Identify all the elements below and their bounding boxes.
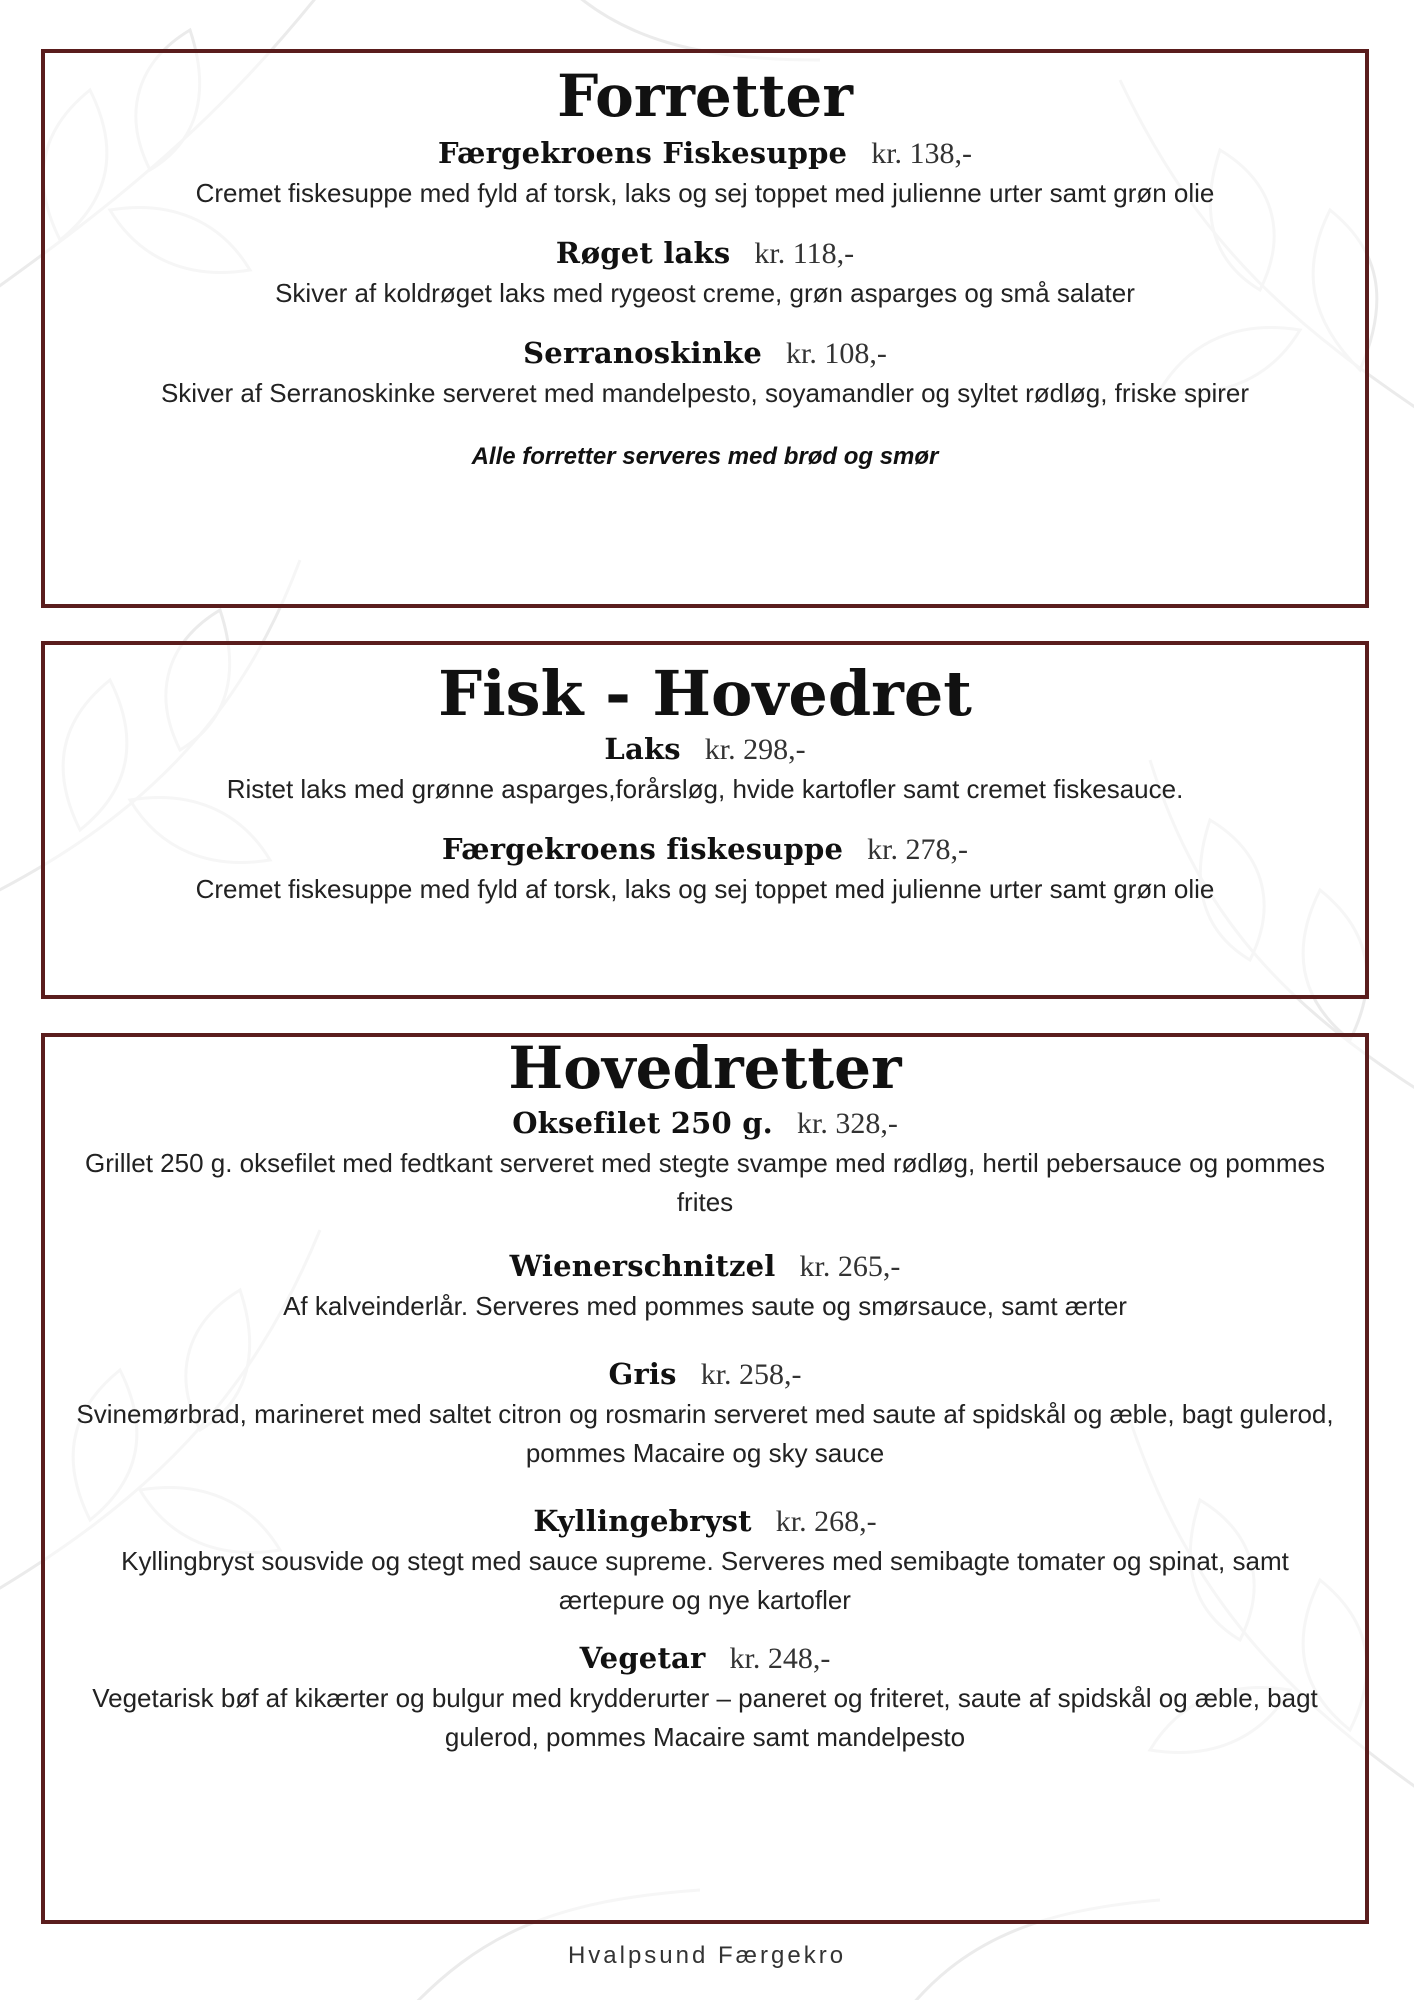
menu-item (45, 1641, 1365, 1757)
section-title: Forretter (557, 62, 853, 130)
item-description: Vegetarisk bøf af kikærter og bulgur med krydderurter – paneret og friteret, saute af spidskål og æble, bagt gulerod, pommes Macaire samt mandelpesto (92, 1683, 1318, 1752)
item-name: Færgekroens Fiskesuppe (437, 136, 848, 170)
menu-item (45, 1106, 1365, 1222)
menu-item (45, 732, 1365, 809)
fisk-hovedret-section (41, 641, 1369, 999)
item-name: Røget laks (555, 236, 731, 270)
item-price: kr. 118,- (754, 237, 855, 270)
bread-butter-note: Alle forretter serveres med brød og smør (471, 443, 939, 470)
section-title: Fisk - Hovedret (438, 657, 972, 730)
item-price: kr. 138,- (871, 137, 973, 170)
item-description: Cremet fiskesuppe med fyld af torsk, laks og sej toppet med julienne urter samt grøn olie (195, 874, 1215, 904)
item-price: kr. 108,- (786, 337, 887, 370)
item-price: kr. 328,- (796, 1107, 898, 1140)
menu-item (45, 1357, 1365, 1473)
item-name: Wienerschnitzel (509, 1249, 776, 1283)
item-price: kr. 268,- (775, 1505, 877, 1538)
item-name: Vegetar (579, 1641, 706, 1675)
item-description: Ristet laks med grønne asparges,forårsløg, hvide kartofler samt cremet fiskesauce. (226, 774, 1184, 804)
item-description: Skiver af Serranoskinke serveret med mandelpesto, soyamandler og syltet rødløg, friske spirer (160, 378, 1250, 408)
item-price: kr. 298,- (704, 733, 806, 766)
hovedretter-section (41, 1033, 1369, 1924)
section-title: Hovedretter (508, 1034, 902, 1102)
item-price: kr. 265,- (799, 1250, 901, 1283)
item-name: Gris (608, 1357, 677, 1391)
item-description: Svinemørbrad, marineret med saltet citron og rosmarin serveret med saute af spidskål og æble, bagt gulerod, pommes Macaire og sky sauce (76, 1399, 1334, 1468)
item-description: Kyllingbryst sousvide og stegt med sauce supreme. Serveres med semibagte tomater og spinat, samt ærtepure og nye kartofler (121, 1546, 1289, 1615)
item-name: Serranoskinke (523, 336, 762, 370)
item-price: kr. 278,- (867, 833, 968, 866)
footer-restaurant-name: Hvalpsund Færgekro (567, 1942, 847, 1969)
menu-item (45, 1504, 1365, 1620)
item-name: Færgekroens fiskesuppe (442, 832, 844, 866)
item-description: Skiver af koldrøget laks med rygeost creme, grøn asparges og små salater (275, 278, 1135, 308)
menu-item (45, 336, 1365, 413)
menu-item (45, 236, 1365, 313)
item-description: Cremet fiskesuppe med fyld af torsk, laks og sej toppet med julienne urter samt grøn olie (195, 178, 1215, 208)
item-description: Af kalveinderlår. Serveres med pommes saute og smørsauce, samt ærter (283, 1291, 1127, 1321)
menu-item (45, 832, 1365, 909)
menu-item (45, 136, 1365, 213)
item-price: kr. 248,- (729, 1642, 831, 1675)
item-name: Laks (604, 732, 681, 766)
item-description: Grillet 250 g. oksefilet med fedtkant serveret med stegte svampe med rødløg, hertil pebersauce og pommes frites (85, 1148, 1325, 1217)
item-price: kr. 258,- (700, 1358, 802, 1391)
forretter-section (41, 49, 1369, 608)
item-name: Kyllingebryst (533, 1504, 752, 1538)
item-name: Oksefilet 250 g. (512, 1106, 773, 1140)
menu-item (45, 1249, 1365, 1326)
